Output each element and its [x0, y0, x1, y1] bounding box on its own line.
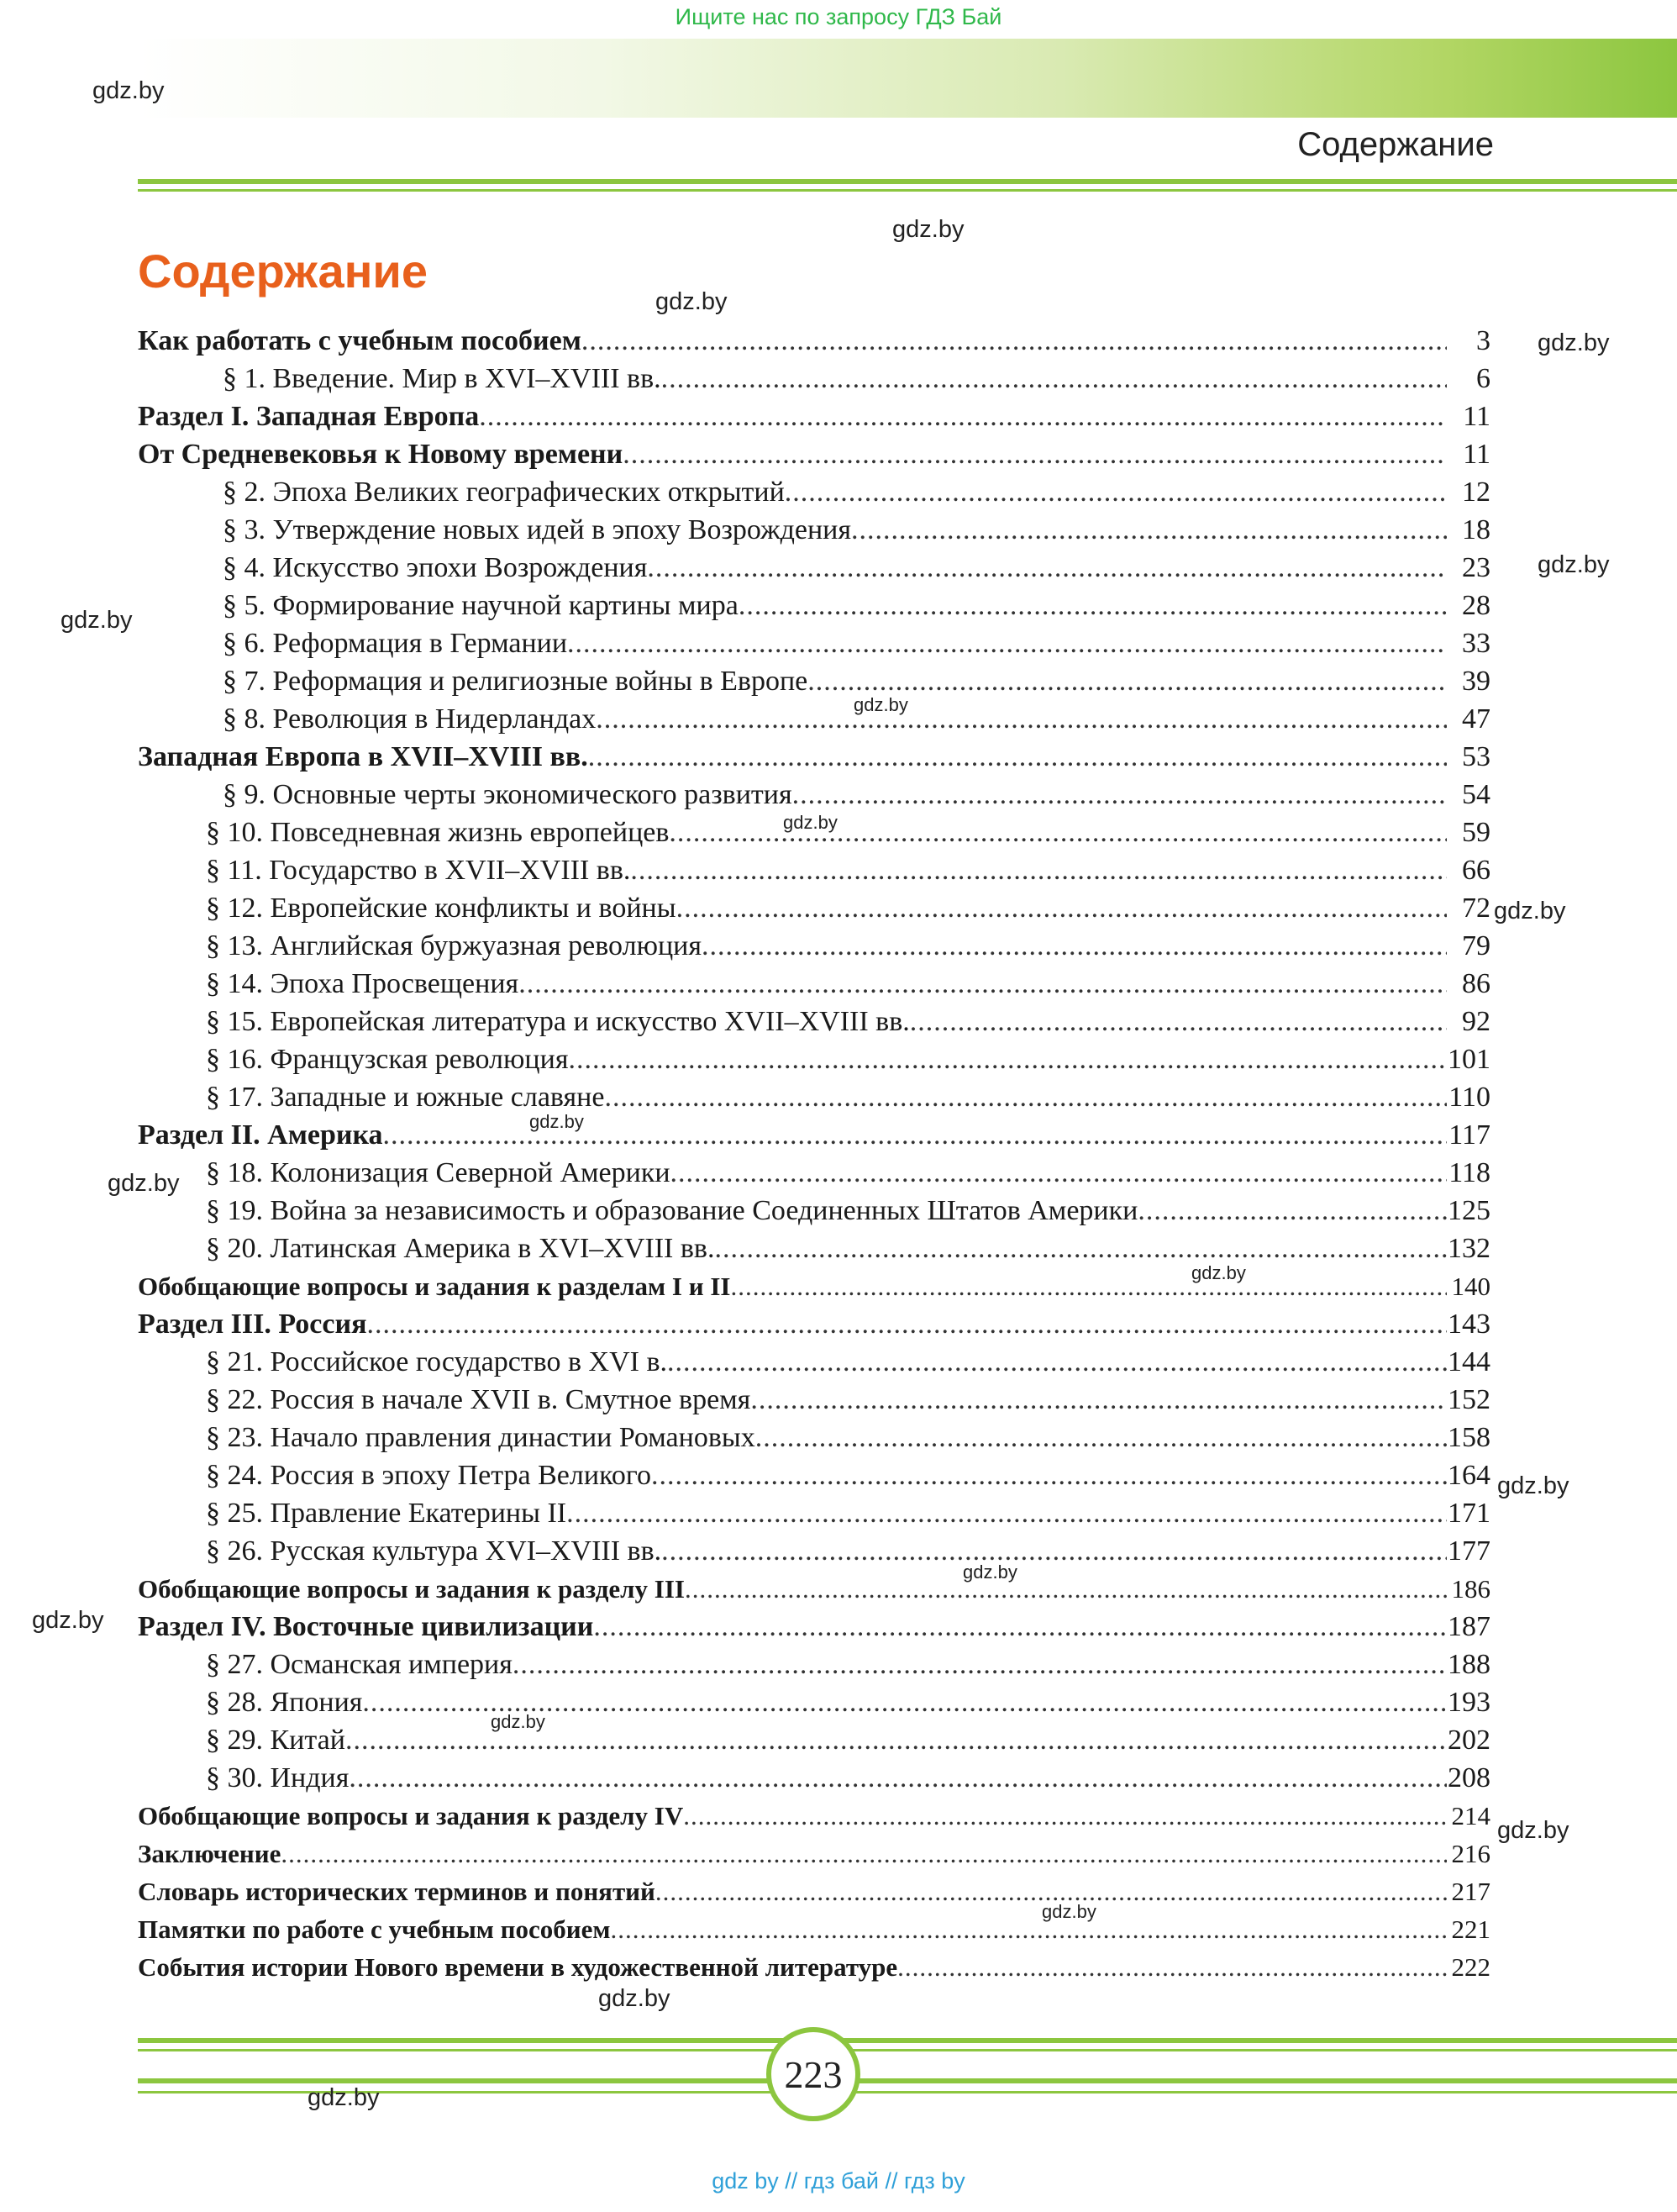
dot-leader: [792, 776, 1447, 814]
toc-entry-page: 92: [1462, 1006, 1490, 1037]
watermark: gdz.by: [1494, 898, 1566, 924]
toc-entry: [206, 889, 1490, 927]
toc-entry: [206, 814, 1490, 851]
footer-rule-thick-2: [138, 2078, 1677, 2083]
dot-leader: [366, 1305, 1447, 1343]
toc-entry-title: § 26. Русская культура XVI–XVIII вв.: [206, 1535, 662, 1567]
toc-entry-title: Обобщающие вопросы и задания к разделам I и II: [138, 1272, 731, 1301]
watermark: gdz.by: [1497, 1817, 1569, 1844]
watermark: gdz.by: [1191, 1262, 1246, 1283]
toc-entry: [138, 398, 1490, 435]
toc-entry: [138, 435, 1490, 473]
watermark: gdz.by: [655, 288, 728, 315]
toc-entry-page: 72: [1462, 893, 1490, 924]
toc-entry-title: Заключение: [138, 1839, 281, 1868]
dot-leader: [567, 624, 1447, 662]
toc-entry-page: 11: [1463, 401, 1490, 432]
dot-leader: [785, 473, 1447, 511]
toc-entry-title: § 25. Правление Екатерины II: [206, 1498, 567, 1529]
toc-entry: [206, 1419, 1490, 1456]
toc-entry-page: 23: [1462, 552, 1490, 583]
toc-entry-title: § 10. Повседневная жизнь европейцев: [206, 817, 670, 848]
toc-entry: [138, 1910, 1490, 1948]
dot-leader: [670, 1154, 1447, 1192]
dot-leader: [588, 738, 1447, 776]
toc-entry-title: § 24. Россия в эпоху Петра Великого: [206, 1460, 651, 1491]
toc-entry-title: Как работать с учебным пособием: [138, 325, 581, 356]
toc-entry-page: 117: [1448, 1119, 1490, 1151]
toc-entry-title: Памятки по работе с учебным пособием: [138, 1914, 611, 1944]
toc-entry: [206, 851, 1490, 889]
dot-leader: [593, 1608, 1447, 1646]
toc-entry-title: § 1. Введение. Мир в XVI–XVIII вв.: [223, 363, 661, 394]
toc-entry: [206, 927, 1490, 965]
watermark: gdz.by: [598, 1985, 670, 2012]
toc-entry-title: § 12. Европейские конфликты и войны: [206, 893, 676, 924]
toc-entry: [206, 1683, 1490, 1721]
dot-leader: [714, 1230, 1447, 1267]
toc-entry-title: Западная Европа в XVII–XVIII вв.: [138, 741, 588, 772]
dot-leader: [349, 1759, 1447, 1797]
dot-leader: [676, 889, 1447, 927]
toc-entry: [138, 738, 1490, 776]
toc-entry-title: § 22. Россия в начале XVII в. Смутное время: [206, 1384, 751, 1415]
watermark: gdz.by: [108, 1170, 180, 1197]
toc-entry-title: § 14. Эпоха Просвещения: [206, 968, 519, 999]
dot-leader: [730, 1267, 1447, 1305]
toc-entry: [206, 1456, 1490, 1494]
toc-entry-page: 177: [1448, 1535, 1490, 1567]
page-number: 223: [766, 2027, 860, 2121]
toc-entry: [206, 1154, 1490, 1192]
dot-leader: [739, 587, 1447, 624]
toc-entry-title: § 23. Начало правления династии Романовых: [206, 1422, 755, 1453]
toc-entry-page: 18: [1462, 514, 1490, 545]
toc-entry-title: Раздел IV. Восточные цивилизации: [138, 1611, 594, 1642]
toc-entry-page: 3: [1476, 325, 1490, 356]
toc-entry-page: 187: [1448, 1611, 1490, 1642]
toc-entry: [206, 1003, 1490, 1040]
toc-entry-page: 202: [1448, 1725, 1490, 1756]
toc-entry-title: § 8. Революция в Нидерландах: [223, 703, 597, 735]
dot-leader: [667, 1343, 1447, 1381]
dot-leader: [566, 1494, 1447, 1532]
toc-entry: [138, 1570, 1490, 1608]
toc-entry-title: § 20. Латинская Америка в XVI–XVIII вв.: [206, 1233, 715, 1264]
toc-entry-title: § 27. Османская империя: [206, 1649, 513, 1680]
toc-entry: [206, 1494, 1490, 1532]
toc-entry-title: § 13. Английская буржуазная революция: [206, 930, 702, 961]
toc-entry-page: 6: [1476, 363, 1490, 394]
toc-entry-title: § 9. Основные черты экономического развития: [223, 779, 792, 810]
dot-leader: [651, 1456, 1447, 1494]
watermark: gdz.by: [963, 1562, 1017, 1583]
toc-entry-title: Обобщающие вопросы и задания к разделу III: [138, 1574, 685, 1604]
toc-entry-title: § 28. Япония: [206, 1687, 363, 1718]
toc-entry: [206, 1230, 1490, 1267]
toc-entry: [223, 360, 1490, 398]
toc-entry-title: Обобщающие вопросы и задания к разделу IV: [138, 1801, 684, 1830]
dot-leader: [596, 700, 1447, 738]
watermark: gdz.by: [783, 812, 838, 833]
toc-entry-title: § 5. Формирование научной картины мира: [223, 590, 739, 621]
toc-entry-page: 54: [1462, 779, 1490, 810]
toc-entry: [138, 322, 1490, 360]
toc-entry-page: 59: [1462, 817, 1490, 848]
watermark: gdz.by: [892, 216, 965, 243]
toc-entry-page: 11: [1463, 439, 1490, 470]
top-banner: Ищите нас по запросу ГДЗ Бай: [675, 4, 1002, 29]
toc-entry-page: 193: [1448, 1687, 1490, 1718]
dot-leader: [568, 1040, 1447, 1078]
toc-entry-page: 39: [1462, 666, 1490, 697]
dot-leader: [479, 398, 1447, 435]
toc-entry-page: 125: [1448, 1195, 1490, 1226]
toc-entry-page: 132: [1448, 1233, 1490, 1264]
toc-entry-title: Раздел I. Западная Европа: [138, 401, 480, 432]
footer-links[interactable]: gdz by // гдз бай // гдз by: [712, 2168, 965, 2194]
toc-entry-page: 208: [1448, 1762, 1490, 1793]
dot-leader: [755, 1419, 1447, 1456]
toc-entry: [206, 1646, 1490, 1683]
toc-entry: [206, 1192, 1490, 1230]
toc-entry-page: 216: [1451, 1839, 1490, 1868]
toc-entry: [206, 1759, 1490, 1797]
page-title: Содержание: [138, 245, 428, 298]
toc-entry-title: § 21. Российское государство в XVI в.: [206, 1346, 668, 1377]
toc-entry-page: 222: [1451, 1952, 1490, 1982]
toc-entry: [138, 1305, 1490, 1343]
toc-entry: [138, 1797, 1490, 1835]
toc-entry-page: 214: [1451, 1801, 1490, 1830]
toc-entry-page: 66: [1462, 855, 1490, 886]
toc-entry-page: 118: [1448, 1157, 1490, 1188]
dot-leader: [513, 1646, 1447, 1683]
toc-entry-page: 164: [1448, 1460, 1490, 1491]
watermark: gdz.by: [529, 1111, 584, 1132]
dot-leader: [661, 1532, 1447, 1570]
watermark: gdz.by: [1538, 551, 1610, 578]
toc-entry-title: § 15. Европейская литература и искусство XVII–XVIII вв.: [206, 1006, 910, 1037]
running-head: Содержание: [1297, 126, 1494, 163]
toc-entry-page: 33: [1462, 628, 1490, 659]
toc-entry-title: Раздел III. Россия: [138, 1309, 367, 1340]
toc-entry-page: 188: [1448, 1649, 1490, 1680]
toc-entry: [138, 1267, 1490, 1305]
dot-leader: [611, 1910, 1447, 1948]
toc-entry: [206, 965, 1490, 1003]
toc-entry-title: § 3. Утверждение новых идей в эпоху Возрождения: [223, 514, 851, 545]
toc-entry-page: 152: [1448, 1384, 1490, 1415]
toc-entry-title: § 30. Индия: [206, 1762, 350, 1793]
toc-entry-page: 140: [1451, 1272, 1490, 1301]
watermark: gdz.by: [1497, 1472, 1569, 1499]
toc-entry-page: 143: [1448, 1309, 1490, 1340]
toc-entry-page: 158: [1448, 1422, 1490, 1453]
dot-leader: [702, 927, 1447, 965]
toc-entry-title: § 19. Война за независимость и образование Соединенных Штатов Америки: [206, 1195, 1138, 1226]
footer-rule-thin-1: [138, 2049, 1677, 2051]
toc-entry: [206, 1721, 1490, 1759]
dot-leader: [623, 435, 1447, 473]
toc-entry: [223, 587, 1490, 624]
toc-entry: [138, 1948, 1490, 1986]
dot-leader: [661, 360, 1447, 398]
dot-leader: [581, 322, 1447, 360]
toc-entry-page: 171: [1448, 1498, 1490, 1529]
header-rule-thin: [138, 189, 1677, 192]
toc-entry-page: 144: [1448, 1346, 1490, 1377]
dot-leader: [851, 511, 1447, 549]
toc-entry-title: § 16. Французская революция: [206, 1044, 569, 1075]
dot-leader: [910, 1003, 1447, 1040]
toc-entry: [206, 1078, 1490, 1116]
toc-entry: [206, 1343, 1490, 1381]
dot-leader: [604, 1078, 1447, 1116]
dot-leader: [683, 1797, 1447, 1835]
toc-entry-title: § 7. Реформация и религиозные войны в Европе: [223, 666, 808, 697]
header-rule-thick: [138, 179, 1677, 184]
toc-entry: [223, 624, 1490, 662]
toc-entry-title: § 2. Эпоха Великих географических открытий: [223, 477, 785, 508]
toc-entry: [138, 1835, 1490, 1872]
watermark: gdz.by: [60, 607, 133, 634]
toc-entry: [223, 549, 1490, 587]
toc-entry-title: События истории Нового времени в художественной литературе: [138, 1952, 898, 1982]
dot-leader: [897, 1948, 1447, 1986]
toc-entry-title: § 4. Искусство эпохи Возрождения: [223, 552, 648, 583]
toc-entry-page: 110: [1448, 1082, 1490, 1113]
dot-leader: [647, 549, 1447, 587]
watermark: gdz.by: [1538, 329, 1610, 356]
dot-leader: [518, 965, 1447, 1003]
watermark: gdz.by: [1042, 1901, 1096, 1922]
toc-entry-page: 101: [1448, 1044, 1490, 1075]
toc-entry-page: 186: [1451, 1574, 1490, 1604]
toc-entry-title: § 6. Реформация в Германии: [223, 628, 568, 659]
toc-entry-page: 12: [1462, 477, 1490, 508]
toc-entry-title: Раздел II. Америка: [138, 1119, 383, 1151]
toc-entry-title: § 11. Государство в XVII–XVIII вв.: [206, 855, 631, 886]
toc-entry: [223, 511, 1490, 549]
toc-entry-title: § 18. Колонизация Северной Америки: [206, 1157, 670, 1188]
toc-entry-page: 217: [1451, 1877, 1490, 1906]
toc-entry-title: § 17. Западные и южные славяне: [206, 1082, 605, 1113]
toc-entry: [223, 776, 1490, 814]
watermark: gdz.by: [92, 77, 165, 104]
toc-entry: [206, 1381, 1490, 1419]
toc-entry-page: 47: [1462, 703, 1490, 735]
toc-entry: [138, 1116, 1490, 1154]
toc-entry-page: 86: [1462, 968, 1490, 999]
toc-entry-title: Словарь исторических терминов и понятий: [138, 1877, 655, 1906]
toc-entry: [138, 1608, 1490, 1646]
toc-entry: [206, 1532, 1490, 1570]
footer-rule-thick-1: [138, 2038, 1677, 2043]
watermark: gdz.by: [308, 2084, 380, 2111]
watermark: gdz.by: [32, 1607, 104, 1634]
toc-entry: [223, 473, 1490, 511]
dot-leader: [685, 1570, 1447, 1608]
toc-entry: [206, 1040, 1490, 1078]
watermark: gdz.by: [491, 1711, 545, 1732]
toc-entry: [138, 1872, 1490, 1910]
dot-leader: [1138, 1192, 1447, 1230]
dot-leader: [281, 1835, 1447, 1872]
header-gradient-band: [139, 39, 1677, 118]
dot-leader: [630, 851, 1447, 889]
toc-entry-page: 79: [1462, 930, 1490, 961]
toc-entry-title: От Средневековья к Новому времени: [138, 439, 623, 470]
watermark: gdz.by: [854, 694, 908, 715]
dot-leader: [750, 1381, 1447, 1419]
toc-entry-page: 28: [1462, 590, 1490, 621]
toc-entry-page: 53: [1462, 741, 1490, 772]
toc-entry-page: 221: [1451, 1914, 1490, 1944]
toc-entry-title: § 29. Китай: [206, 1725, 345, 1756]
